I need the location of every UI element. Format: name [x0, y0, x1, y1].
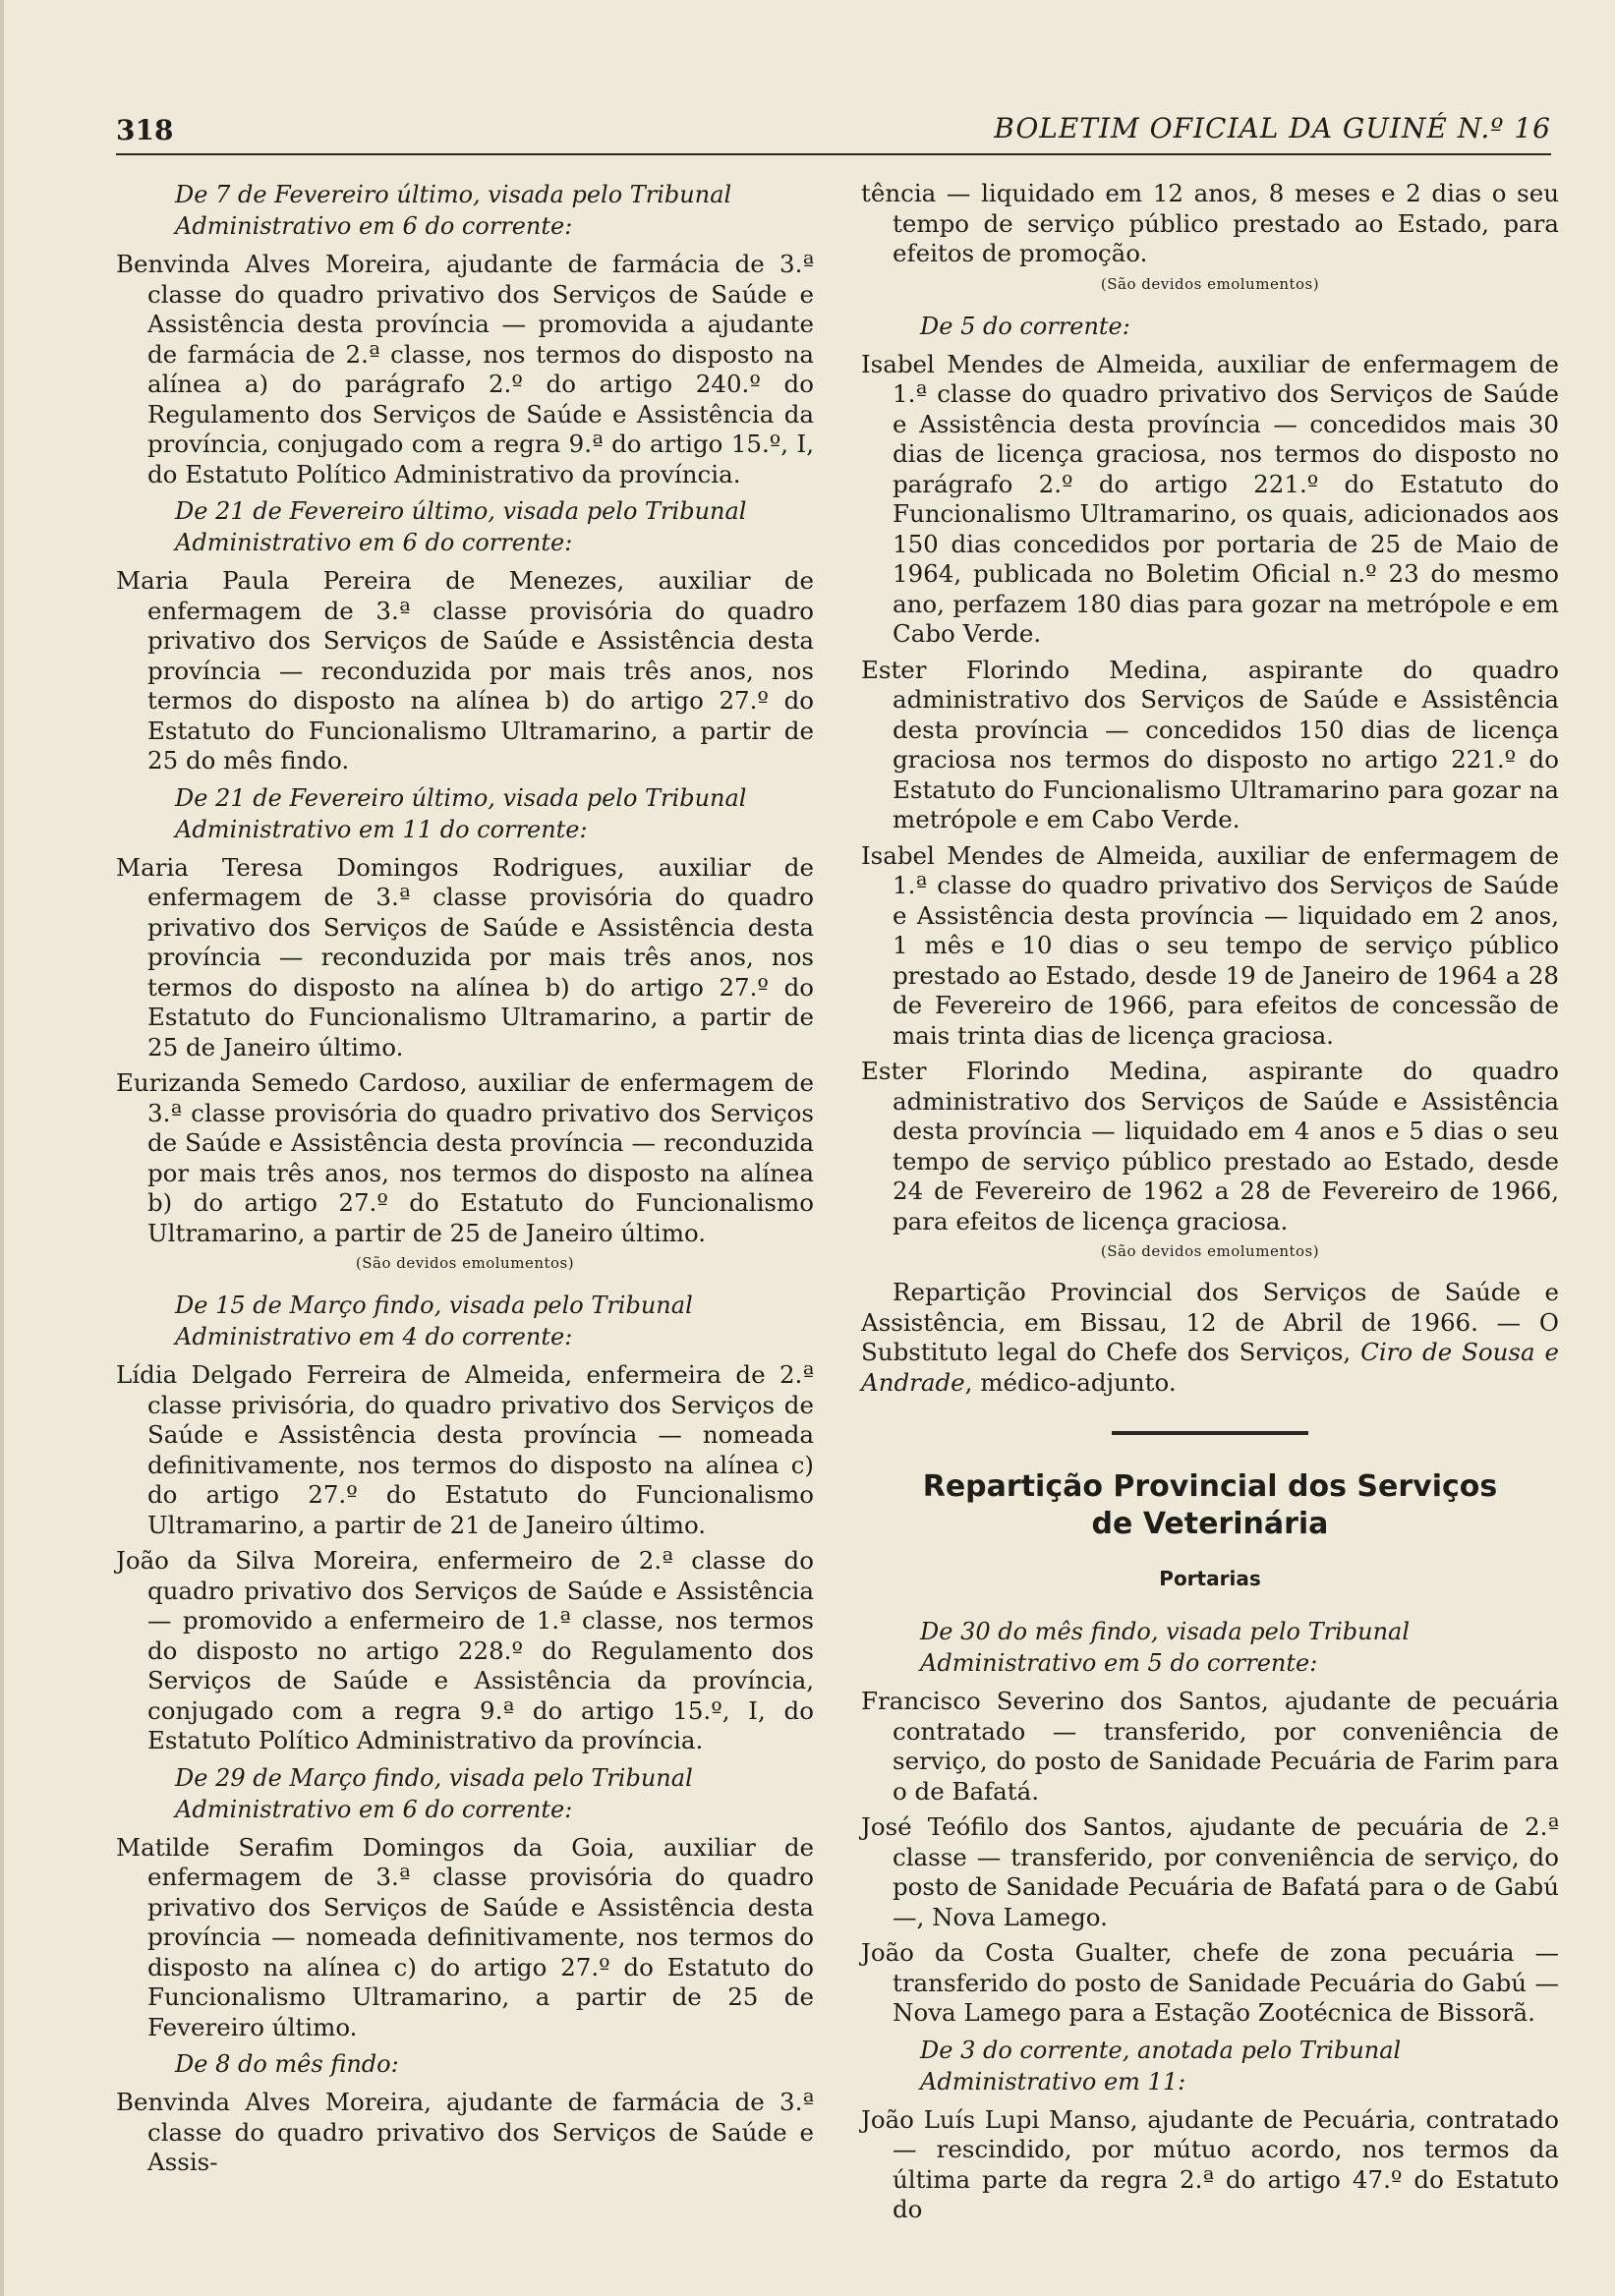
dated-heading: De 7 de Fevereiro último, visada pelo Tribunal Administrativo em 6 do corrente: [175, 181, 732, 240]
entry-paragraph: João da Costa Gualter, chefe de zona pecuária — transferido do posto de Sanidade Pecuária do Gabú — Nova Lamego para a Estação Zootécnica de Bissorã. [861, 1938, 1559, 2027]
entry-paragraph: tência — liquidado em 12 anos, 8 meses e 2 dias o seu tempo de serviço público prestado ao Estado, para efeitos de promoção. [861, 179, 1559, 267]
dated-heading: De 5 do corrente: [920, 312, 1130, 340]
entry-paragraph: Maria Paula Pereira de Menezes, auxiliar de enfermagem de 3.ª classe provisória do quadro privativo dos Serviços de Saúde e Assistência desta província — reconduzida por mais três anos, nos termos do disposto na alínea b) do artigo 27.º do Estatuto do Funcionalismo Ultramarino, a partir de 25 do mês findo. [116, 566, 814, 775]
entry-paragraph: Eurizanda Semedo Cardoso, auxiliar de enfermagem de 3.ª classe provisória do quadro privativo dos Serviços de Saúde e Assistência desta província — reconduzida por mais três anos, nos termos do disposto na alínea b) do artigo 27.º do Estatuto do Funcionalismo Ultramarino, a partir de 25 de Janeiro último. [116, 1068, 814, 1247]
emoluments-note: (São devidos emolumentos) [1100, 274, 1320, 293]
dated-heading: De 8 do mês findo: [175, 2050, 399, 2078]
entry-paragraph: João Luís Lupi Manso, ajudante de Pecuária, contratado — rescindido, por mútuo acordo, nos termos da última parte da regra 2.ª do artigo 47.º do Estatuto do [861, 2104, 1559, 2223]
entry-paragraph: João da Silva Moreira, enfermeiro de 2.ª classe do quadro privativo dos Serviços de Saúde e Assistência — promovido a enfermeiro de 1.ª classe, nos termos do disposto no artigo 228.º do Regulamento dos Serviços de Saúde e Assistência da província, conjugado com a regra 9.ª do artigo 15.º, I, do Estatuto Político Administrativo da província. [116, 1546, 814, 1754]
subsection-title: Portarias [1159, 1567, 1261, 1590]
right-column-top [861, 179, 1559, 1260]
section-title [861, 1468, 1559, 1543]
closing-text: Repartição Provincial dos Serviços de Saúde e Assistência, em Bissau, 12 de Abril de 1966. — O Substituto legal do Chefe dos Serviços, [861, 1278, 1559, 1366]
emoluments-note: (São devidos emolumentos) [1100, 1242, 1320, 1260]
emoluments-note: (São devidos emolumentos) [355, 1254, 575, 1272]
entry-paragraph: Isabel Mendes de Almeida, auxiliar de enfermagem de 1.ª classe do quadro privativo dos Serviços de Saúde e Assistência desta província — concedidos mais 30 dias de licença graciosa, nos termos do disposto no parágrafo 2.º do artigo 221.º do Estatuto do Funcionalismo Ultramarino, os quais, adicionados aos 150 dias concedidos por portaria de 25 de Maio de 1964, publicada no Boletim Oficial n.º 23 do mesmo ano, perfazem 180 dias para gozar na metrópole e em Cabo Verde. [861, 349, 1559, 648]
signature-name: Ciro de Sousa e Andrade [861, 1338, 1559, 1397]
entry-paragraph: Maria Teresa Domingos Rodrigues, auxiliar de enfermagem de 3.ª classe provisória do quadro privativo dos Serviços de Saúde e Assistência desta província — reconduzida por mais três anos, nos termos do disposto na alínea b) do artigo 27.º do Estatuto do Funcionalismo Ultramarino, a partir de 25 de Janeiro último. [116, 852, 814, 1062]
entry-paragraph: Francisco Severino dos Santos, ajudante de pecuária contratado — transferido, por conveniência de serviço, do posto de Sanidade Pecuária de Farim para o de Bafatá. [861, 1687, 1559, 1806]
dated-heading: De 21 de Fevereiro último, visada pelo Tribunal Administrativo em 6 do corrente: [175, 497, 747, 556]
section-divider [1112, 1431, 1308, 1435]
entry-paragraph: José Teófilo dos Santos, ajudante de pecuária de 2.ª classe — transferido, por conveniência de serviço, do posto de Sanidade Pecuária de Bafatá para o de Gabú —, Nova Lamego. [861, 1812, 1559, 1931]
dated-heading: De 15 de Março findo, visada pelo Tribunal Administrativo em 4 do corrente: [175, 1292, 693, 1350]
entry-paragraph: Ester Florindo Medina, aspirante do quadro administrativo dos Serviços de Saúde e Assistência desta província — concedidos 150 dias de licença graciosa nos termos do disposto no artigo 221.º do Estatuto do Funcionalismo Ultramarino para gozar na metrópole e em Cabo Verde. [861, 655, 1559, 833]
entry-paragraph: Benvinda Alves Moreira, ajudante de farmácia de 3.ª classe do quadro privativo dos Serviços de Saúde e Assistência desta província — promovida a ajudante de farmácia de 2.ª classe, nos termos do disposto na alínea a) do parágrafo 2.º do artigo 240.º do Regulamento dos Serviços de Saúde e Assistência da província, conjugado com a regra 9.ª do artigo 15.º, I, do Estatuto Político Administrativo da província. [116, 250, 814, 488]
dated-heading: De 21 de Fevereiro último, visada pelo Tribunal Administrativo em 11 do corrente: [175, 783, 747, 843]
entry-paragraph: Benvinda Alves Moreira, ajudante de farmácia de 3.ª classe do quadro privativo dos Serviços de Saúde e Assis- [116, 2088, 814, 2176]
right-column-bottom [861, 1616, 1559, 2225]
right-column [861, 179, 1559, 2231]
closing-suffix: , médico-adjunto. [964, 1367, 1177, 1397]
entry-paragraph: Lídia Delgado Ferreira de Almeida, enfermeira de 2.ª classe privisória, do quadro privativo dos Serviços de Saúde e Assistência desta província — nomeada definitivamente, nos termos do disposto na alínea c) do artigo 27.º do Estatuto do Funcionalismo Ultramarino, a partir de 21 de Janeiro último. [116, 1360, 814, 1539]
journal-title: BOLETIM OFICIAL DA GUINÉ N.º 16 [994, 112, 1551, 144]
page-edge [0, 0, 4, 2296]
entry-paragraph: Matilde Serafim Domingos da Goia, auxiliar de enfermagem de 3.ª classe provisória do quadro privativo dos Serviços de Saúde e Assistência desta província — nomeada definitivamente, nos termos do disposto na alínea c) do artigo 27.º do Estatuto do Funcionalismo Ultramarino, a partir de 25 de Fevereiro último. [116, 1832, 814, 2041]
dated-heading: De 29 de Março findo, visada pelo Tribunal Administrativo em 6 do corrente: [175, 1763, 693, 1823]
entry-paragraph: Isabel Mendes de Almeida, auxiliar de enfermagem de 1.ª classe do quadro privativo dos Serviços de Saúde e Assistência desta província — liquidado em 2 anos, 1 mês e 10 dias o seu tempo de serviço público prestado ao Estado, desde 19 de Janeiro de 1964 a 28 de Fevereiro de 1966, para efeitos de concessão de mais trinta dias de licença graciosa. [861, 840, 1559, 1050]
page-header [116, 110, 1551, 155]
entry-paragraph: Ester Florindo Medina, aspirante do quadro administrativo dos Serviços de Saúde e Assistência desta província — liquidado em 4 anos e 5 dias o seu tempo de serviço público prestado ao Estado, desde 24 de Fevereiro de 1962 a 28 de Fevereiro de 1966, para efeitos de licença graciosa. [861, 1057, 1559, 1235]
dated-heading: De 30 do mês findo, visada pelo Tribunal Administrativo em 5 do corrente: [920, 1618, 1411, 1677]
left-column [116, 179, 814, 2184]
dated-heading: De 3 do corrente, anotada pelo Tribunal Administrativo em 11: [920, 2036, 1402, 2095]
closing-statement [861, 1278, 1559, 1398]
page-number: 318 [116, 114, 174, 146]
section-title-line-1: Repartição Provincial dos Serviços [922, 1469, 1498, 1504]
section-title-line-2: de Veterinária [1091, 1507, 1329, 1541]
